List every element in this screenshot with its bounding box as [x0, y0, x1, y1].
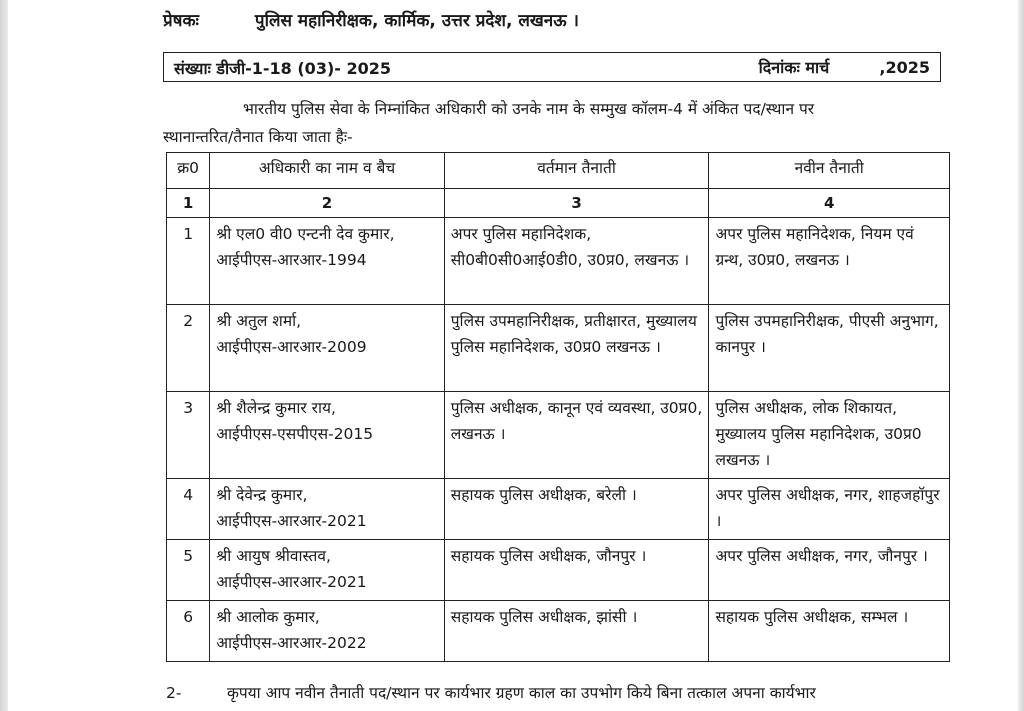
officer-name: श्री शैलेन्द्र कुमार राय, [216, 399, 336, 417]
officer-batch: आईपीएस-आरआर-2021 [216, 573, 367, 591]
officer-name: श्री अतुल शर्मा, [216, 312, 302, 330]
table-row [167, 305, 950, 392]
serial-cell: 2 [167, 305, 210, 392]
officer-batch: आईपीएस-आरआर-1994 [216, 251, 367, 269]
table-row [167, 540, 950, 601]
officer-batch: आईपीएस-आरआर-2009 [216, 338, 367, 356]
sender-label: प्रेषकः [163, 11, 199, 31]
reference-box [163, 52, 941, 82]
header-serial: क्र0 [167, 153, 210, 189]
transfer-table [166, 152, 950, 662]
new-posting-cell: अपर पुलिस अधीक्षक, नगर, शाहजहॉपुर । [709, 479, 950, 540]
officer-cell [210, 540, 444, 601]
sender-value: पुलिस महानिरीक्षक, कार्मिक, उत्तर प्रदेश, लखनऊ । [254, 11, 579, 31]
new-posting-cell: पुलिस अधीक्षक, लोक शिकायत, मुख्यालय पुलिस महानिदेशक, उ0प्र0 लखनऊ । [709, 392, 950, 479]
paragraph-text: कृपया आप नवीन तैनाती पद/स्थान पर कार्यभार ग्रहण काल का उपभोग किये बिना तत्काल अपना कार्यभार [226, 684, 816, 702]
sender-line [163, 8, 579, 31]
intro-paragraph [163, 95, 963, 151]
current-posting-cell: पुलिस उपमहानिरीक्षक, प्रतीक्षारत, मुख्यालय पुलिस महानिदेशक, उ0प्र0 लखनऊ । [444, 305, 709, 392]
officer-name: श्री देवेन्द्र कुमार, [216, 486, 308, 504]
column-number: 1 [167, 189, 210, 218]
header-new-posting: नवीन तैनाती [709, 153, 950, 189]
serial-cell: 3 [167, 392, 210, 479]
officer-name: श्री आलोक कुमार, [216, 608, 320, 626]
column-number: 2 [210, 189, 444, 218]
intro-line-2: स्थानान्तरित/तैनात किया जाता हैः- [163, 128, 353, 146]
reference-date: दिनांकः मार्च ,2025 [758, 58, 930, 77]
new-posting-cell: अपर पुलिस महानिदेशक, नियम एवं ग्रन्थ, उ0प्र0, लखनऊ । [709, 218, 950, 305]
new-posting-cell: पुलिस उपमहानिरीक्षक, पीएसी अनुभाग, कानपुर । [709, 305, 950, 392]
officer-name: श्री एल0 वी0 एन्टनी देव कुमार, [216, 225, 395, 243]
current-posting-cell: सहायक पुलिस अधीक्षक, बरेली । [444, 479, 709, 540]
officer-cell [210, 218, 444, 305]
new-posting-cell: सहायक पुलिस अधीक्षक, सम्भल । [709, 601, 950, 662]
officer-cell [210, 479, 444, 540]
column-number-row [167, 189, 950, 218]
column-number: 3 [444, 189, 709, 218]
paragraph-number: 2- [166, 684, 182, 702]
table-row [167, 218, 950, 305]
officer-cell [210, 601, 444, 662]
serial-cell: 5 [167, 540, 210, 601]
table-row [167, 392, 950, 479]
current-posting-cell: पुलिस अधीक्षक, कानून एवं व्यवस्था, उ0प्र0, लखनऊ । [444, 392, 709, 479]
serial-cell: 4 [167, 479, 210, 540]
officer-cell [210, 305, 444, 392]
officer-batch: आईपीएस-आरआर-2022 [216, 634, 367, 652]
officer-cell [210, 392, 444, 479]
paragraph-2 [166, 681, 966, 703]
serial-cell: 6 [167, 601, 210, 662]
table-row [167, 479, 950, 540]
table-row [167, 601, 950, 662]
current-posting-cell: सहायक पुलिस अधीक्षक, जौनपुर । [444, 540, 709, 601]
header-officer-name: अधिकारी का नाम व बैच [210, 153, 444, 189]
current-posting-cell: अपर पुलिस महानिदेशक, सी0बी0सी0आई0डी0, उ0प्र0, लखनऊ । [444, 218, 709, 305]
current-posting-cell: सहायक पुलिस अधीक्षक, झांसी । [444, 601, 709, 662]
header-current-posting: वर्तमान तैनाती [444, 153, 709, 189]
new-posting-cell: अपर पुलिस अधीक्षक, नगर, जौनपुर । [709, 540, 950, 601]
intro-line-1: भारतीय पुलिस सेवा के निम्नांकित अधिकारी को उनके नाम के सम्मुख कॉलम-4 में अंकित पद/स्थान पर [243, 100, 815, 118]
serial-cell: 1 [167, 218, 210, 305]
reference-number: संख्याः डीजी-1-18 (03)- 2025 [174, 59, 392, 78]
officer-batch: आईपीएस-एसपीएस-2015 [216, 425, 374, 443]
officer-batch: आईपीएस-आरआर-2021 [216, 512, 367, 530]
officer-name: श्री आयुष श्रीवास्तव, [216, 547, 331, 565]
column-number: 4 [709, 189, 950, 218]
table-header-row [167, 153, 950, 189]
